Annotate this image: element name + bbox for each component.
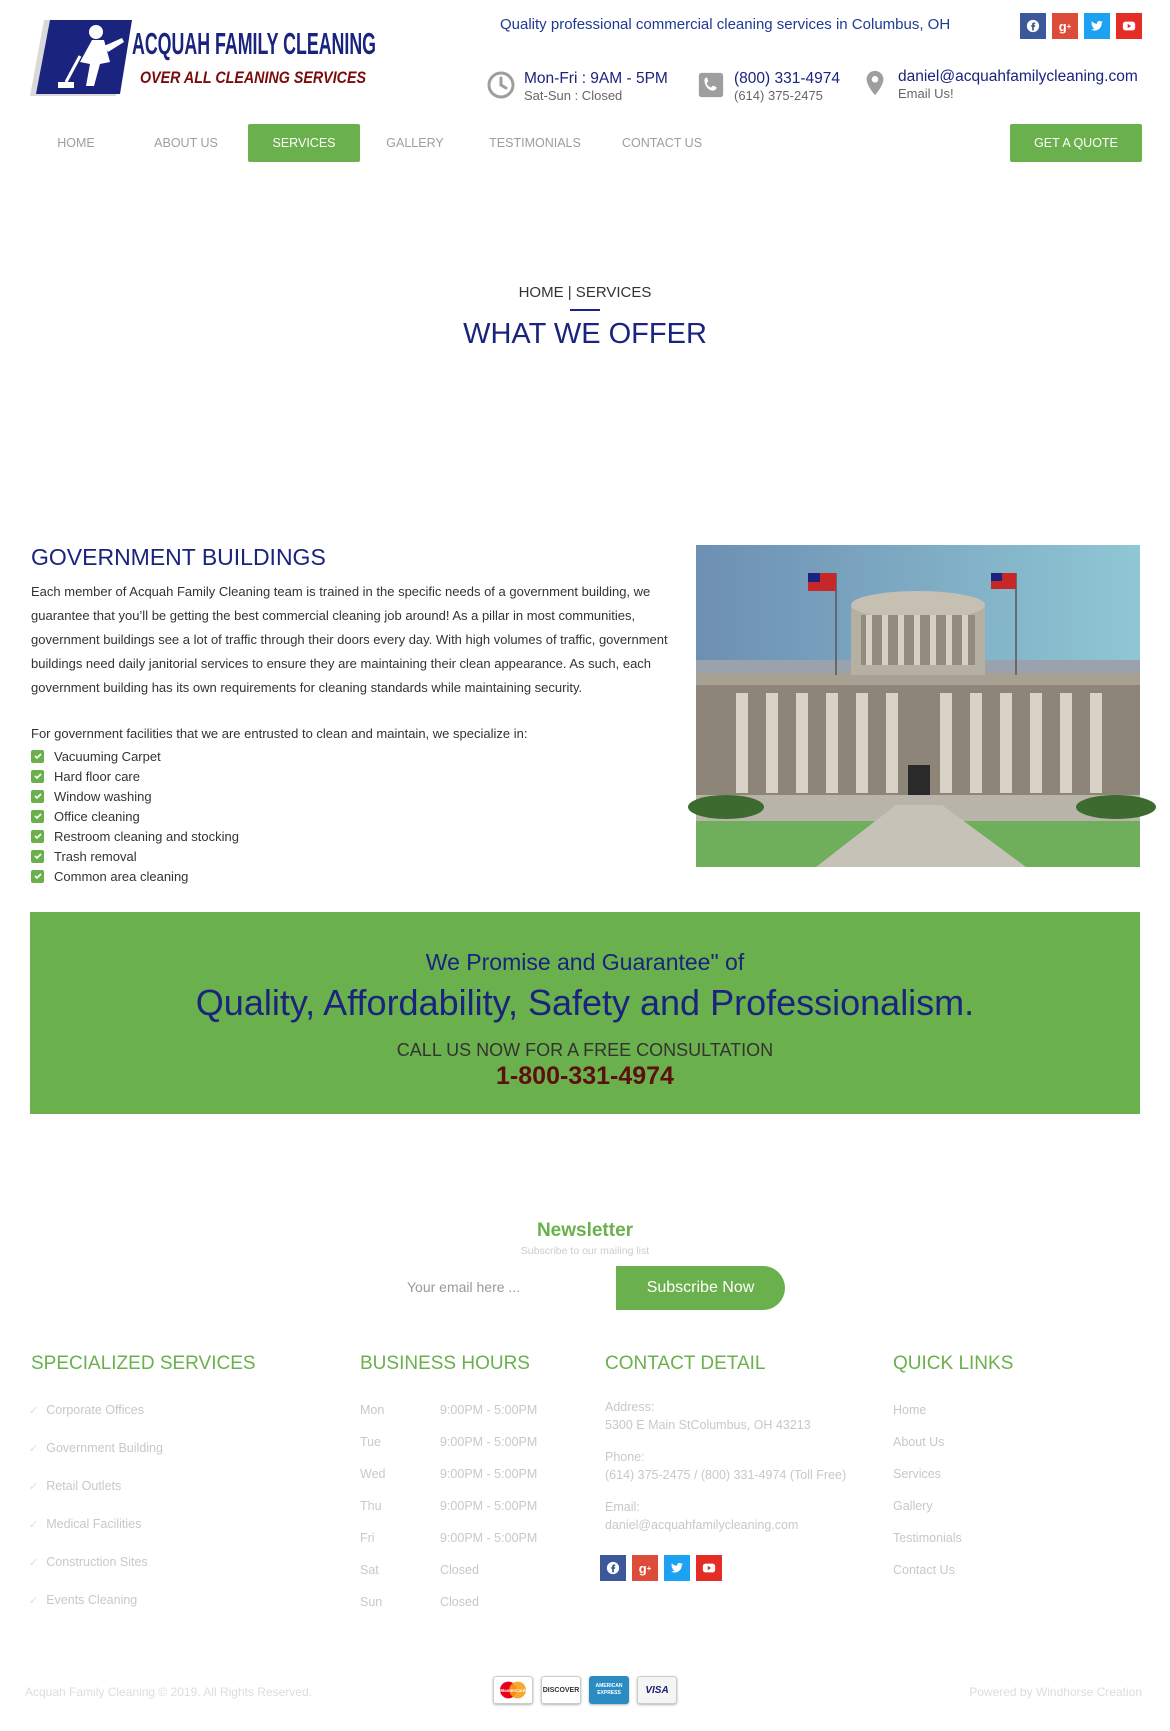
checkbox-icon	[31, 830, 44, 843]
footer-service-item[interactable]	[29, 1429, 163, 1467]
hours-time: Closed	[440, 1563, 479, 1577]
banner-phone[interactable]: 1-800-331-4974	[496, 1062, 674, 1090]
specialty-list	[31, 746, 239, 886]
site-logo[interactable]	[30, 16, 380, 100]
list-item-label: Common area cleaning	[54, 868, 189, 884]
newsletter-subtitle: Subscribe to our mailing list	[520, 1245, 650, 1257]
google-plus-icon[interactable]: g +	[1052, 13, 1078, 39]
breadcrumb: HOME | SERVICES	[518, 284, 652, 301]
subscribe-button[interactable]: Subscribe Now	[616, 1266, 785, 1310]
header-tagline: Quality professional commercial cleaning services in Columbus, OH	[500, 16, 951, 33]
footer-service-label: Government Building	[46, 1441, 163, 1455]
checkbox-icon	[31, 850, 44, 863]
footer-service-label: Events Cleaning	[46, 1593, 138, 1607]
header-social-links	[1020, 13, 1142, 39]
email-label: Email:	[605, 1500, 640, 1514]
hours-day: Tue	[360, 1435, 382, 1449]
hours-row	[360, 1490, 537, 1522]
facebook-icon[interactable]	[1020, 13, 1046, 39]
banner-cta: CALL US NOW FOR A FREE CONSULTATION	[396, 1040, 774, 1060]
youtube-icon[interactable]	[1116, 13, 1142, 39]
government-building-image	[696, 545, 1140, 867]
quick-link-contact-us[interactable]: Contact Us	[893, 1563, 955, 1577]
visa-icon: VISA	[637, 1676, 677, 1704]
nav-gallery[interactable]: GALLERY	[386, 136, 444, 150]
quick-link-gallery[interactable]: Gallery	[893, 1499, 933, 1513]
twitter-icon[interactable]	[1084, 13, 1110, 39]
hours-row	[360, 1458, 537, 1490]
page-title: WHAT WE OFFER	[463, 318, 707, 350]
section-body: Each member of Acquah Family Cleaning team is trained in the specific needs of a government building, we guarantee that you’ll be getting the best commercial cleaning job around! As a pillar in most communities, government buildings see a lot of traffic through their doors every day. With high volumes of traffic, government buildings need daily janitorial services to ensure they are maintaining their clean appearance. As such, each government building has its own requirements for cleaning standards while maintaining security.	[31, 584, 668, 695]
discover-icon: DISCOVER	[541, 1676, 581, 1704]
banner-values: Quality, Affordability, Safety and Professionalism.	[195, 982, 975, 1023]
hours-day: Thu	[360, 1499, 382, 1513]
phone-icon	[696, 70, 726, 100]
hours-time: 9:00PM - 5:00PM	[440, 1467, 538, 1481]
hours-row	[360, 1586, 537, 1618]
address-label: Address:	[605, 1400, 655, 1414]
logo-subtitle: OVER ALL CLEANING SERVICES	[140, 68, 367, 87]
footer-service-item[interactable]	[29, 1391, 163, 1429]
checkbox-icon	[31, 750, 44, 763]
hours-row	[360, 1426, 537, 1458]
footer-service-label: Construction Sites	[46, 1555, 148, 1569]
phone-main[interactable]: (800) 331-4974	[734, 70, 840, 87]
amex-icon	[589, 1676, 629, 1704]
checkbox-icon	[31, 790, 44, 803]
hours-time: 9:00PM - 5:00PM	[440, 1499, 538, 1513]
nav-about-us[interactable]: ABOUT US	[154, 136, 218, 150]
hours-row	[360, 1394, 537, 1426]
check-icon: ✓	[29, 1594, 39, 1607]
quick-link-about-us[interactable]: About Us	[893, 1435, 945, 1449]
footer-contact-title: CONTACT DETAIL	[605, 1353, 766, 1374]
title-divider	[570, 309, 600, 311]
hours-row	[360, 1522, 537, 1554]
hours-row	[360, 1554, 537, 1586]
address-value: 5300 E Main StColumbus, OH 43213	[605, 1418, 811, 1432]
footer-service-item[interactable]	[29, 1581, 163, 1619]
main-nav	[28, 124, 724, 162]
email-main[interactable]: daniel@acquahfamilycleaning.com	[898, 68, 1138, 85]
hours-day: Fri	[360, 1531, 375, 1545]
list-item-label: Vacuuming Carpet	[54, 748, 161, 764]
footer-services-list	[29, 1391, 163, 1619]
nav-contact-us[interactable]: CONTACT US	[621, 136, 703, 150]
phone-value[interactable]: (614) 375-2475 / (800) 331-4974 (Toll Free)	[605, 1468, 847, 1482]
phone-info	[696, 70, 840, 104]
amex-label: AMERICAN EXPRESS	[595, 1683, 623, 1696]
footer-services-title: SPECIALIZED SERVICES	[31, 1353, 256, 1374]
footer-service-label: Corporate Offices	[46, 1403, 144, 1417]
hours-time: 9:00PM - 5:00PM	[440, 1403, 538, 1417]
footer-service-item[interactable]	[29, 1543, 163, 1581]
get-quote-button[interactable]: GET A QUOTE	[1010, 124, 1142, 162]
footer-links-title: QUICK LINKS	[893, 1353, 1014, 1374]
footer-hours-title: BUSINESS HOURS	[360, 1353, 530, 1374]
payment-cards	[493, 1676, 677, 1704]
list-item	[31, 866, 239, 886]
list-item	[31, 846, 239, 866]
powered-by[interactable]: Powered by Windhorse Creation	[969, 1685, 1142, 1699]
check-icon: ✓	[29, 1442, 39, 1455]
check-icon: ✓	[29, 1556, 39, 1569]
list-item	[31, 766, 239, 786]
phone-label: Phone:	[605, 1450, 645, 1464]
list-item	[31, 806, 239, 826]
email-value[interactable]: daniel@acquahfamilycleaning.com	[605, 1518, 799, 1532]
list-item-label: Hard floor care	[54, 768, 140, 784]
mastercard-icon	[493, 1676, 533, 1704]
check-icon: ✓	[29, 1480, 39, 1493]
quick-link-testimonials[interactable]: Testimonials	[893, 1531, 962, 1545]
hours-time: 9:00PM - 5:00PM	[440, 1531, 538, 1545]
checkbox-icon	[31, 870, 44, 883]
email-info	[860, 68, 1138, 102]
hours-info	[486, 70, 668, 104]
hours-time: Closed	[440, 1595, 479, 1609]
quick-link-services[interactable]: Services	[893, 1467, 941, 1481]
footer-social-links	[600, 1555, 722, 1581]
footer-service-label: Retail Outlets	[46, 1479, 122, 1493]
hours-sub: Sat-Sun : Closed	[524, 88, 623, 103]
facebook-icon[interactable]	[600, 1555, 626, 1581]
banner-promise: We Promise and Guarantee" of	[425, 949, 745, 975]
nav-home[interactable]: HOME	[57, 136, 95, 150]
footer-hours-list	[360, 1394, 537, 1618]
footer-contact-detail	[605, 1398, 846, 1548]
newsletter-title: Newsletter	[536, 1220, 634, 1241]
checkbox-icon	[31, 810, 44, 823]
google-plus-icon[interactable]: g +	[632, 1555, 658, 1581]
list-item-label: Restroom cleaning and stocking	[54, 828, 239, 844]
clock-icon	[486, 70, 516, 100]
footer-service-item[interactable]	[29, 1505, 163, 1543]
hours-time: 9:00PM - 5:00PM	[440, 1435, 538, 1449]
nav-testimonials[interactable]: TESTIMONIALS	[489, 136, 581, 150]
list-item	[31, 826, 239, 846]
list-item	[31, 786, 239, 806]
map-pin-icon	[860, 68, 890, 98]
checkbox-icon	[31, 770, 44, 783]
hours-day: Sun	[360, 1595, 383, 1609]
footer-quick-links	[893, 1394, 962, 1586]
youtube-icon[interactable]	[696, 1555, 722, 1581]
hours-day: Mon	[360, 1403, 385, 1417]
mastercard-label: MasterCard	[500, 1687, 526, 1693]
section-intro: For government facilities that we are entrusted to clean and maintain, we specialize in:	[31, 726, 528, 741]
footer-service-item[interactable]	[29, 1467, 163, 1505]
phone-sub[interactable]: (614) 375-2475	[734, 88, 823, 103]
check-icon: ✓	[29, 1518, 39, 1531]
list-item-label: Office cleaning	[54, 808, 140, 824]
logo-title: ACQUAH FAMILY CLEANING	[132, 26, 376, 61]
guarantee-banner	[30, 912, 1140, 1114]
footer-service-label: Medical Facilities	[46, 1517, 142, 1531]
copyright: Acquah Family Cleaning © 2019. All Rights Reserved.	[25, 1685, 312, 1699]
hours-main: Mon-Fri : 9AM - 5PM	[524, 70, 668, 87]
newsletter-email-input[interactable]	[395, 1266, 610, 1308]
section-title: GOVERNMENT BUILDINGS	[31, 544, 326, 570]
email-sub[interactable]: Email Us!	[898, 86, 954, 101]
hours-day: Wed	[360, 1467, 386, 1481]
twitter-icon[interactable]	[664, 1555, 690, 1581]
check-icon: ✓	[29, 1404, 39, 1417]
nav-services[interactable]: SERVICES	[248, 124, 360, 162]
quick-link-home[interactable]: Home	[893, 1403, 927, 1417]
list-item	[31, 746, 239, 766]
hours-day: Sat	[360, 1563, 379, 1577]
list-item-label: Trash removal	[54, 848, 137, 864]
list-item-label: Window washing	[54, 788, 152, 804]
